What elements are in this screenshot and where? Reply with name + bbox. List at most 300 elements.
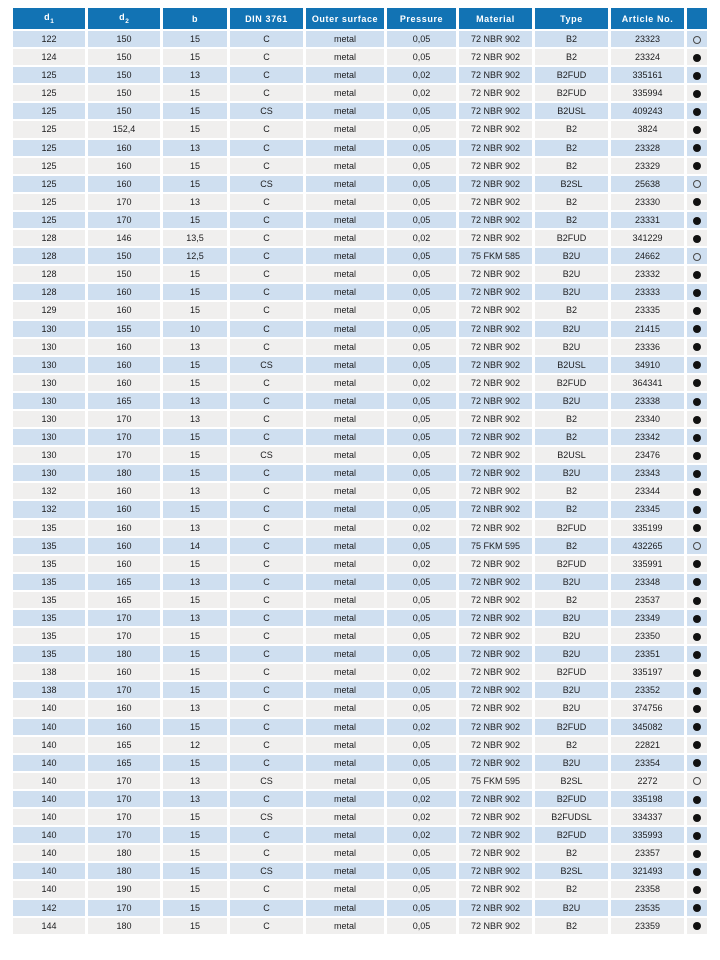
- availability-cell: [687, 646, 707, 662]
- availability-cell: [687, 212, 707, 228]
- table-row: [13, 212, 707, 228]
- table-cell: 0,05: [387, 158, 456, 174]
- header-row: [13, 8, 707, 29]
- table-cell: 0,05: [387, 881, 456, 897]
- table-cell: metal: [306, 700, 384, 716]
- availability-cell: [687, 719, 707, 735]
- table-cell: 0,05: [387, 411, 456, 427]
- table-cell: 13: [163, 411, 227, 427]
- table-body: [13, 31, 707, 934]
- availability-dot-filled-icon: [693, 796, 701, 804]
- table-cell: B2SL: [535, 176, 608, 192]
- table-cell: C: [230, 140, 303, 156]
- table-cell: 160: [88, 520, 160, 536]
- table-cell: 72 NBR 902: [459, 755, 532, 771]
- table-cell: metal: [306, 266, 384, 282]
- table-cell: 170: [88, 411, 160, 427]
- table-cell: 15: [163, 49, 227, 65]
- table-cell: 0,05: [387, 194, 456, 210]
- table-cell: 130: [13, 429, 85, 445]
- availability-cell: [687, 429, 707, 445]
- table-cell: 150: [88, 103, 160, 119]
- table-cell: 130: [13, 447, 85, 463]
- table-cell: B2FUD: [535, 230, 608, 246]
- availability-cell: [687, 393, 707, 409]
- table-cell: B2FUD: [535, 719, 608, 735]
- table-cell: 13: [163, 483, 227, 499]
- table-cell: C: [230, 248, 303, 264]
- table-cell: 23358: [611, 881, 684, 897]
- table-cell: 160: [88, 719, 160, 735]
- header-cell: Article No.: [611, 8, 684, 29]
- table-row: [13, 827, 707, 843]
- table-cell: 142: [13, 900, 85, 916]
- table-row: [13, 339, 707, 355]
- table-cell: 72 NBR 902: [459, 212, 532, 228]
- table-cell: 13: [163, 194, 227, 210]
- table-cell: metal: [306, 447, 384, 463]
- table-cell: 15: [163, 31, 227, 47]
- table-cell: metal: [306, 339, 384, 355]
- availability-cell: [687, 140, 707, 156]
- table-cell: 72 NBR 902: [459, 881, 532, 897]
- availability-dot-filled-icon: [693, 54, 701, 62]
- availability-dot-filled-icon: [693, 343, 701, 351]
- table-cell: metal: [306, 845, 384, 861]
- table-cell: 140: [13, 737, 85, 753]
- table-cell: metal: [306, 556, 384, 572]
- table-cell: B2U: [535, 755, 608, 771]
- table-cell: 170: [88, 628, 160, 644]
- header-cell: Material: [459, 8, 532, 29]
- table-cell: B2FUD: [535, 791, 608, 807]
- table-cell: B2FUD: [535, 375, 608, 391]
- table-cell: 160: [88, 538, 160, 554]
- table-cell: 0,05: [387, 103, 456, 119]
- table-cell: 15: [163, 465, 227, 481]
- table-cell: 0,02: [387, 67, 456, 83]
- table-cell: 170: [88, 682, 160, 698]
- table-cell: 0,05: [387, 628, 456, 644]
- availability-dot-filled-icon: [693, 597, 701, 605]
- availability-cell: [687, 31, 707, 47]
- table-row: [13, 266, 707, 282]
- table-cell: 72 NBR 902: [459, 429, 532, 445]
- table-cell: 180: [88, 646, 160, 662]
- table-cell: metal: [306, 103, 384, 119]
- table-cell: 160: [88, 140, 160, 156]
- availability-dot-filled-icon: [693, 126, 701, 134]
- table-cell: 72 NBR 902: [459, 103, 532, 119]
- table-cell: 0,02: [387, 809, 456, 825]
- table-row: [13, 429, 707, 445]
- table-cell: C: [230, 700, 303, 716]
- table-cell: 0,05: [387, 918, 456, 934]
- availability-dot-filled-icon: [693, 687, 701, 695]
- table-cell: 72 NBR 902: [459, 339, 532, 355]
- table-cell: C: [230, 212, 303, 228]
- table-cell: 25638: [611, 176, 684, 192]
- table-cell: 72 NBR 902: [459, 140, 532, 156]
- table-row: [13, 158, 707, 174]
- table-cell: 130: [13, 357, 85, 373]
- table-cell: 15: [163, 447, 227, 463]
- header-cell: b: [163, 8, 227, 29]
- table-cell: 0,02: [387, 664, 456, 680]
- table-cell: 72 NBR 902: [459, 321, 532, 337]
- table-cell: 125: [13, 140, 85, 156]
- table-cell: 15: [163, 918, 227, 934]
- table-cell: metal: [306, 284, 384, 300]
- table-cell: 72 NBR 902: [459, 700, 532, 716]
- table-row: [13, 791, 707, 807]
- table-cell: 72 NBR 902: [459, 266, 532, 282]
- table-cell: B2: [535, 302, 608, 318]
- availability-cell: [687, 375, 707, 391]
- availability-cell: [687, 357, 707, 373]
- table-cell: C: [230, 918, 303, 934]
- table-cell: 72 NBR 902: [459, 501, 532, 517]
- table-cell: 13: [163, 393, 227, 409]
- table-cell: 23345: [611, 501, 684, 517]
- table-cell: 130: [13, 339, 85, 355]
- availability-dot-open-icon: [693, 253, 701, 261]
- table-cell: 23352: [611, 682, 684, 698]
- table-cell: metal: [306, 67, 384, 83]
- availability-cell: [687, 158, 707, 174]
- table-cell: C: [230, 646, 303, 662]
- table-cell: 125: [13, 121, 85, 137]
- table-cell: B2: [535, 737, 608, 753]
- availability-cell: [687, 67, 707, 83]
- table-cell: metal: [306, 85, 384, 101]
- table-cell: C: [230, 67, 303, 83]
- availability-dot-open-icon: [693, 36, 701, 44]
- table-cell: 160: [88, 664, 160, 680]
- table-cell: 15: [163, 881, 227, 897]
- table-cell: 23354: [611, 755, 684, 771]
- table-cell: 160: [88, 339, 160, 355]
- table-cell: 72 NBR 902: [459, 31, 532, 47]
- table-cell: 160: [88, 302, 160, 318]
- table-cell: 2272: [611, 773, 684, 789]
- table-row: [13, 393, 707, 409]
- table-cell: 72 NBR 902: [459, 556, 532, 572]
- table-cell: 15: [163, 664, 227, 680]
- table-cell: 135: [13, 628, 85, 644]
- header-subscript: 1: [50, 17, 54, 25]
- table-cell: 170: [88, 212, 160, 228]
- table-cell: 160: [88, 158, 160, 174]
- table-cell: B2: [535, 411, 608, 427]
- table-cell: 335991: [611, 556, 684, 572]
- table-cell: 72 NBR 902: [459, 791, 532, 807]
- table-cell: metal: [306, 158, 384, 174]
- table-row: [13, 719, 707, 735]
- table-cell: 155: [88, 321, 160, 337]
- table-cell: B2: [535, 31, 608, 47]
- table-row: [13, 538, 707, 554]
- table-cell: B2: [535, 140, 608, 156]
- table-row: [13, 900, 707, 916]
- table-cell: 21415: [611, 321, 684, 337]
- table-cell: 15: [163, 682, 227, 698]
- table-row: [13, 284, 707, 300]
- table-cell: 13,5: [163, 230, 227, 246]
- table-cell: B2U: [535, 248, 608, 264]
- table-row: [13, 302, 707, 318]
- table-cell: 140: [13, 863, 85, 879]
- table-cell: 13: [163, 574, 227, 590]
- table-cell: 144: [13, 918, 85, 934]
- table-cell: C: [230, 429, 303, 445]
- availability-dot-filled-icon: [693, 325, 701, 333]
- table-cell: B2U: [535, 339, 608, 355]
- table-cell: 0,05: [387, 49, 456, 65]
- table-cell: C: [230, 483, 303, 499]
- table-cell: metal: [306, 375, 384, 391]
- table-cell: C: [230, 845, 303, 861]
- table-cell: 15: [163, 375, 227, 391]
- table-cell: 0,05: [387, 121, 456, 137]
- table-cell: 160: [88, 357, 160, 373]
- table-cell: 72 NBR 902: [459, 900, 532, 916]
- availability-dot-filled-icon: [693, 669, 701, 677]
- table-cell: C: [230, 284, 303, 300]
- availability-cell: [687, 682, 707, 698]
- availability-dot-filled-icon: [693, 452, 701, 460]
- table-cell: B2U: [535, 321, 608, 337]
- table-cell: metal: [306, 121, 384, 137]
- table-cell: 23342: [611, 429, 684, 445]
- table-row: [13, 881, 707, 897]
- header-cell-empty: [687, 8, 707, 29]
- table-cell: 0,05: [387, 212, 456, 228]
- table-cell: 72 NBR 902: [459, 302, 532, 318]
- availability-cell: [687, 538, 707, 554]
- table-cell: 130: [13, 393, 85, 409]
- table-cell: metal: [306, 230, 384, 246]
- availability-dot-filled-icon: [693, 307, 701, 315]
- table-cell: 72 NBR 902: [459, 85, 532, 101]
- table-cell: 160: [88, 284, 160, 300]
- table-row: [13, 755, 707, 771]
- table-cell: 0,05: [387, 483, 456, 499]
- table-cell: B2FUDSL: [535, 809, 608, 825]
- availability-dot-filled-icon: [693, 560, 701, 568]
- table-cell: 15: [163, 302, 227, 318]
- table-cell: 160: [88, 483, 160, 499]
- table-cell: 0,05: [387, 176, 456, 192]
- table-cell: 152,4: [88, 121, 160, 137]
- table-cell: 13: [163, 339, 227, 355]
- table-cell: 122: [13, 31, 85, 47]
- availability-dot-filled-icon: [693, 868, 701, 876]
- table-row: [13, 230, 707, 246]
- availability-dot-filled-icon: [693, 524, 701, 532]
- table-cell: 72 NBR 902: [459, 719, 532, 735]
- table-cell: C: [230, 610, 303, 626]
- table-cell: 140: [13, 845, 85, 861]
- table-cell: 0,05: [387, 339, 456, 355]
- table-cell: B2: [535, 881, 608, 897]
- availability-cell: [687, 447, 707, 463]
- table-cell: 0,02: [387, 85, 456, 101]
- table-row: [13, 610, 707, 626]
- table-cell: 0,05: [387, 302, 456, 318]
- table-cell: 23535: [611, 900, 684, 916]
- table-cell: 0,05: [387, 31, 456, 47]
- table-cell: CS: [230, 773, 303, 789]
- table-cell: 150: [88, 67, 160, 83]
- table-cell: 15: [163, 284, 227, 300]
- availability-dot-filled-icon: [693, 759, 701, 767]
- table-cell: 138: [13, 682, 85, 698]
- availability-dot-filled-icon: [693, 434, 701, 442]
- table-cell: 72 NBR 902: [459, 809, 532, 825]
- table-cell: 23340: [611, 411, 684, 427]
- table-cell: 130: [13, 411, 85, 427]
- table-cell: 165: [88, 737, 160, 753]
- table-cell: 180: [88, 918, 160, 934]
- table-cell: C: [230, 321, 303, 337]
- table-cell: 335994: [611, 85, 684, 101]
- table-cell: 335197: [611, 664, 684, 680]
- table-cell: 138: [13, 664, 85, 680]
- availability-cell: [687, 755, 707, 771]
- table-cell: B2U: [535, 700, 608, 716]
- table-row: [13, 682, 707, 698]
- availability-dot-filled-icon: [693, 162, 701, 170]
- table-cell: metal: [306, 248, 384, 264]
- table-cell: 24662: [611, 248, 684, 264]
- table-cell: 72 NBR 902: [459, 393, 532, 409]
- table-cell: 23350: [611, 628, 684, 644]
- table-cell: 160: [88, 176, 160, 192]
- table-cell: 23324: [611, 49, 684, 65]
- table-cell: metal: [306, 900, 384, 916]
- availability-cell: [687, 284, 707, 300]
- table-cell: CS: [230, 176, 303, 192]
- table-cell: 13: [163, 773, 227, 789]
- table-cell: 72 NBR 902: [459, 67, 532, 83]
- table-cell: 0,05: [387, 393, 456, 409]
- table-cell: 12,5: [163, 248, 227, 264]
- table-cell: C: [230, 900, 303, 916]
- availability-dot-filled-icon: [693, 723, 701, 731]
- availability-dot-filled-icon: [693, 904, 701, 912]
- table-cell: metal: [306, 429, 384, 445]
- table-cell: 130: [13, 375, 85, 391]
- table-row: [13, 737, 707, 753]
- table-cell: 140: [13, 809, 85, 825]
- table-row: [13, 664, 707, 680]
- table-cell: 23359: [611, 918, 684, 934]
- seal-dimension-table: [10, 6, 710, 936]
- availability-cell: [687, 230, 707, 246]
- table-cell: metal: [306, 483, 384, 499]
- availability-cell: [687, 628, 707, 644]
- table-cell: CS: [230, 357, 303, 373]
- table-cell: 0,05: [387, 248, 456, 264]
- availability-dot-filled-icon: [693, 217, 701, 225]
- table-cell: C: [230, 592, 303, 608]
- table-cell: 0,05: [387, 610, 456, 626]
- table-cell: B2: [535, 212, 608, 228]
- table-cell: B2USL: [535, 447, 608, 463]
- table-cell: 0,05: [387, 845, 456, 861]
- table-cell: 140: [13, 773, 85, 789]
- table-cell: 150: [88, 266, 160, 282]
- table-cell: 72 NBR 902: [459, 737, 532, 753]
- table-cell: 334337: [611, 809, 684, 825]
- table-cell: 23335: [611, 302, 684, 318]
- table-cell: metal: [306, 357, 384, 373]
- table-cell: 12: [163, 737, 227, 753]
- table-cell: 135: [13, 592, 85, 608]
- table-cell: 15: [163, 809, 227, 825]
- availability-cell: [687, 103, 707, 119]
- table-cell: C: [230, 49, 303, 65]
- table-cell: C: [230, 85, 303, 101]
- table-row: [13, 918, 707, 934]
- table-cell: 335198: [611, 791, 684, 807]
- table-cell: C: [230, 755, 303, 771]
- table-cell: metal: [306, 302, 384, 318]
- availability-cell: [687, 194, 707, 210]
- table-cell: 72 NBR 902: [459, 194, 532, 210]
- table-cell: B2USL: [535, 357, 608, 373]
- table-cell: 15: [163, 827, 227, 843]
- table-cell: B2U: [535, 574, 608, 590]
- table-cell: 146: [88, 230, 160, 246]
- availability-cell: [687, 339, 707, 355]
- table-cell: B2U: [535, 900, 608, 916]
- table-cell: 0,05: [387, 574, 456, 590]
- table-cell: B2SL: [535, 773, 608, 789]
- availability-dot-filled-icon: [693, 922, 701, 930]
- table-cell: B2FUD: [535, 827, 608, 843]
- availability-dot-filled-icon: [693, 488, 701, 496]
- table-cell: 72 NBR 902: [459, 375, 532, 391]
- table-cell: 0,05: [387, 266, 456, 282]
- table-cell: metal: [306, 719, 384, 735]
- table-cell: metal: [306, 881, 384, 897]
- table-cell: C: [230, 881, 303, 897]
- table-cell: metal: [306, 863, 384, 879]
- table-cell: C: [230, 664, 303, 680]
- table-row: [13, 321, 707, 337]
- availability-cell: [687, 411, 707, 427]
- availability-cell: [687, 918, 707, 934]
- availability-cell: [687, 900, 707, 916]
- table-cell: 0,05: [387, 900, 456, 916]
- table-cell: 15: [163, 357, 227, 373]
- table-row: [13, 628, 707, 644]
- table-cell: B2FUD: [535, 556, 608, 572]
- table-cell: 135: [13, 556, 85, 572]
- table-cell: B2: [535, 483, 608, 499]
- table-cell: metal: [306, 737, 384, 753]
- table-cell: 132: [13, 501, 85, 517]
- table-row: [13, 646, 707, 662]
- table-cell: 190: [88, 881, 160, 897]
- availability-cell: [687, 465, 707, 481]
- table-row: [13, 483, 707, 499]
- table-cell: 128: [13, 230, 85, 246]
- table-cell: 10: [163, 321, 227, 337]
- availability-dot-open-icon: [693, 777, 701, 785]
